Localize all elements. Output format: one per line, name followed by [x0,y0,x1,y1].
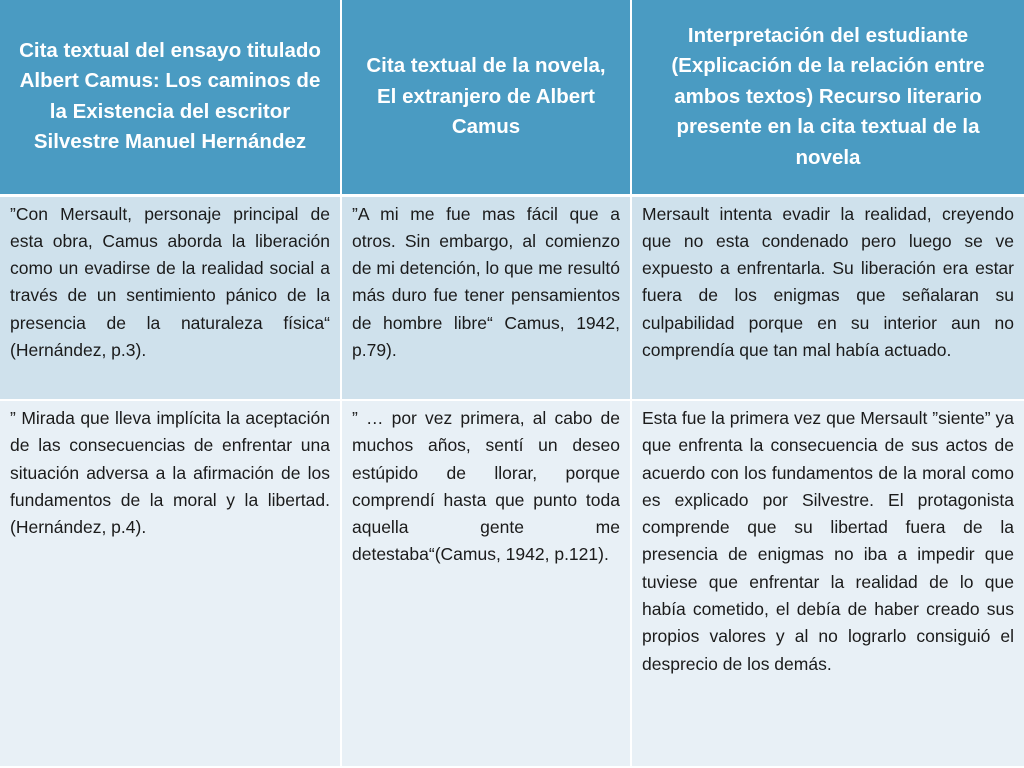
header-novel-quote: Cita textual de la novela, El extranjero de Albert Camus [341,0,631,195]
table-body [0,195,1024,767]
cell-interpretation: Esta fue la primera vez que Mersault ”siente” ya que enfrenta la consecuencia de sus actos de acuerdo con los fundamentos de la moral como es explicado por Silvestre. El protagonista comprende que su libertad fuera de la presencia de enigmas no iba a impedir que tuviese que enfrentar la realidad de lo que había cometido, el debía de haber creado sus propios valores y al no lograrlo consiguió el desprecio de los demás. [631,400,1024,767]
cell-essay-quote: ”Con Mersault, personaje principal de esta obra, Camus aborda la liberación como un evadirse de la realidad social a través de un sentimiento pánico de la presencia de la naturaleza física“ (Hernández, p.3). [0,195,341,400]
cell-novel-quote: ”A mi me fue mas fácil que a otros. Sin embargo, al comienzo de mi detención, lo que me resultó más duro fue tener pensamientos de hombre libre“ Camus, 1942, p.79). [341,195,631,400]
cell-essay-quote: ” Mirada que lleva implícita la aceptación de las consecuencias de enfrentar una situación adversa a la afirmación de los fundamentos de la moral y la libertad. (Hernández, p.4). [0,400,341,767]
table-row [0,195,1024,400]
header-row [0,0,1024,195]
header-student-interpretation: Interpretación del estudiante (Explicación de la relación entre ambos textos) Recurso literario presente en la cita textual de la novela [631,0,1024,195]
header-essay-quote: Cita textual del ensayo titulado Albert Camus: Los caminos de la Existencia del escritor Silvestre Manuel Hernández [0,0,341,195]
cell-interpretation: Mersault intenta evadir la realidad, creyendo que no esta condenado pero luego se ve expuesto a enfrentarla. Su liberación era estar fuera de los enigmas que señalaran su culpabilidad porque en su interior aun no comprendía que tan mal había actuado. [631,195,1024,400]
table-header [0,0,1024,195]
cell-novel-quote: ” … por vez primera, al cabo de muchos años, sentí un deseo estúpido de llorar, porque comprendí hasta que punto toda aquella gente me detestaba“(Camus, 1942, p.121). [341,400,631,767]
table-row [0,400,1024,767]
